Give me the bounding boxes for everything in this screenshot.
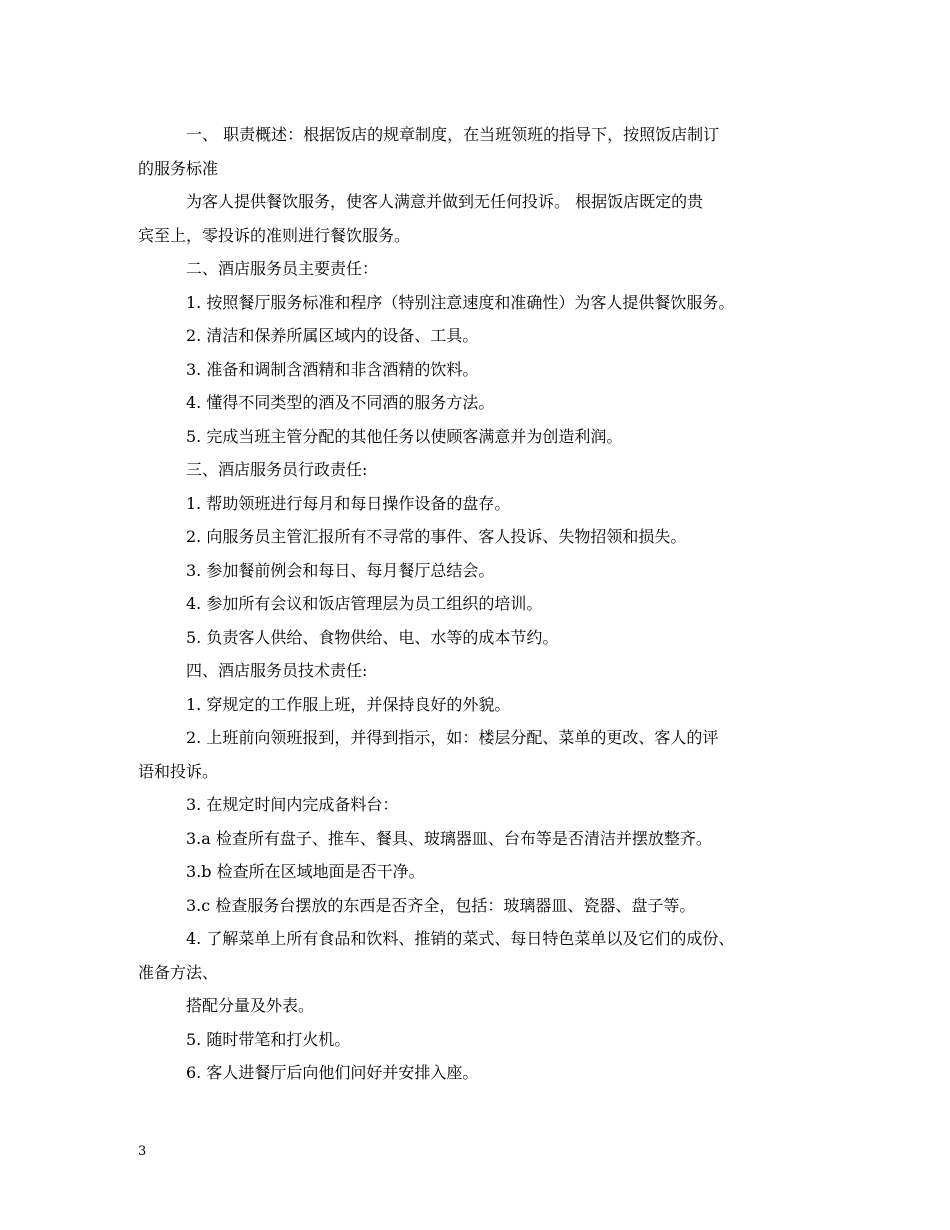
text-line: 3.b 检查所在区域地面是否干净。 [186, 862, 425, 881]
text-line: 的服务标准 [138, 158, 219, 178]
text-line: 2. 向服务员主管汇报所有不寻常的事件、客人投诉、失物招领和损失。 [186, 527, 687, 546]
text-line: 语和投诉。 [138, 761, 219, 781]
body-text [138, 118, 828, 1090]
text-line: 1. 帮助领班进行每月和每日操作设备的盘存。 [186, 493, 511, 513]
text-line: 一、 职责概述：根据饭店的规章制度，在当班领班的指导下，按照饭店制订 [186, 125, 720, 144]
text-line: 4. 懂得不同类型的酒及不同酒的服务方法。 [186, 393, 495, 412]
text-line: 4. 参加所有会议和饭店管理层为员工组织的培训。 [186, 594, 543, 613]
text-line: 3. 在规定时间内完成备料台： [186, 795, 399, 814]
text-line: 5. 完成当班主管分配的其他任务以使顾客满意并为创造利润。 [186, 426, 623, 446]
text-line: 准备方法、 [138, 962, 219, 982]
text-line: 5. 随时带笔和打火机。 [186, 1029, 351, 1049]
text-line: 为客人提供餐饮服务，使客人满意并做到无任何投诉。 根据饭店既定的贵 [186, 192, 704, 211]
text-line: 4. 了解菜单上所有食品和饮料、推销的菜式、每日特色菜单以及它们的成份、 [186, 929, 735, 948]
text-line: 3.c 检查服务台摆放的东西是否齐全，包括：玻璃器皿、瓷器、盘子等。 [186, 895, 696, 915]
text-line: 5. 负责客人供给、食物供给、电、水等的成本节约。 [186, 627, 559, 647]
text-line: 2. 清洁和保养所属区域内的设备、工具。 [186, 326, 479, 345]
text-line: 搭配分量及外表。 [186, 996, 315, 1015]
page-number: 3 [138, 1144, 147, 1159]
text-line: 2. 上班前向领班报到，并得到指示，如：楼层分配、菜单的更改、客人的评 [186, 728, 719, 747]
text-line: 三、酒店服务员行政责任: [186, 460, 368, 479]
text-line: 1. 穿规定的工作服上班，并保持良好的外貌。 [186, 694, 511, 714]
text-line: 3. 准备和调制含酒精和非含酒精的饮料。 [186, 359, 479, 379]
text-line: 3. 参加餐前例会和每日、每月餐厅总结会。 [186, 560, 495, 580]
text-line: 宾至上，零投诉的准则进行餐饮服务。 [138, 225, 411, 245]
text-line: 四、酒店服务员技术责任: [186, 661, 368, 680]
text-line: 1. 按照餐厅服务标准和程序（特别注意速度和准确性）为客人提供餐饮服务。 [186, 292, 735, 312]
text-line: 6. 客人进餐厅后向他们问好并安排入座。 [186, 1063, 479, 1082]
text-line: 3.a 检查所有盘子、推车、餐具、玻璃器皿、台布等是否清洁并摆放整齐。 [186, 828, 712, 848]
text-line: 二、酒店服务员主要责任： [186, 259, 379, 278]
